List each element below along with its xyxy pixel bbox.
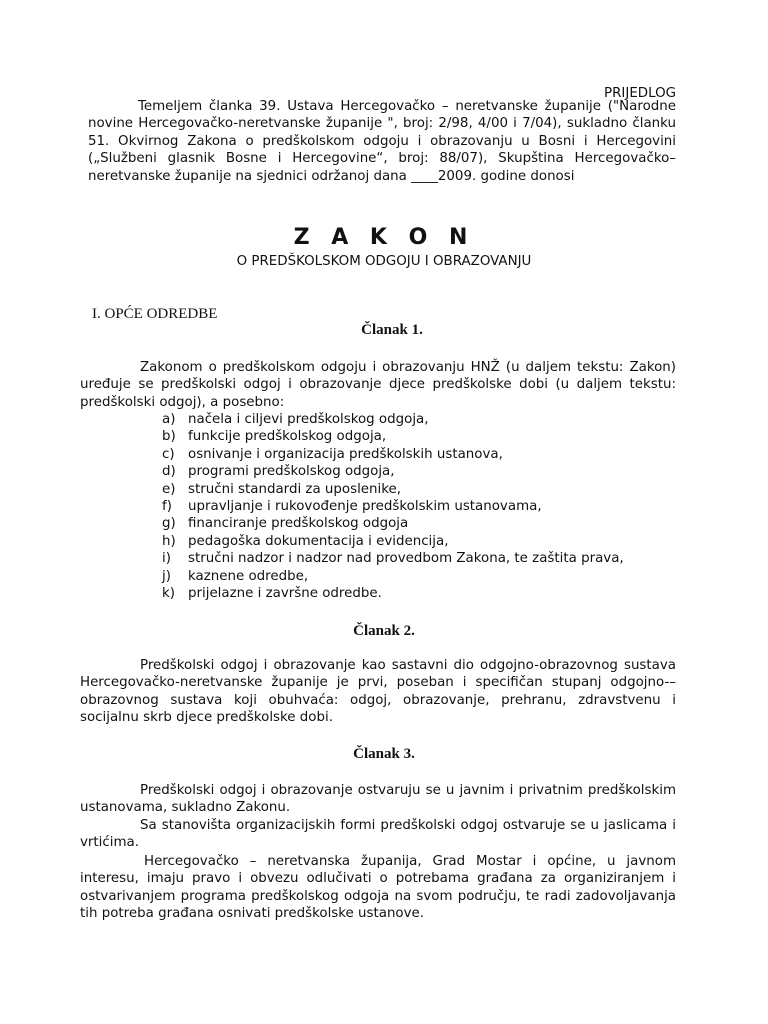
list-item: h) pedagoška dokumentacija i evidencija, xyxy=(162,533,449,549)
article-1-heading: Članak 1. xyxy=(361,322,423,338)
list-item: f) upravljanje i rukovođenje predškolskim ustanovama, xyxy=(162,499,542,515)
document-subtitle: O PREDŠKOLSKOM ODGOJU I OBRAZOVANJU xyxy=(236,254,532,269)
article-2-text: Predškolski odgoj i obrazovanje kao sastavni dio odgojno-obrazovnog sustava Hercegovačko-neretvanske županije je prvi, poseban i specifičan stupanj odgojno-–obrazovnog sustava koji obuhvaća: odgoj, obrazovanje, prehranu, zdravstvenu i socijalnu skrb djece predškolske dobi. xyxy=(80,658,676,726)
list-item: i) stručni nadzor i nadzor nad provedbom Zakona, te zaštita prava, xyxy=(162,551,624,567)
list-item: j) kaznene odredbe, xyxy=(162,568,309,584)
list-item: g) financiranje predškolskog odgoja xyxy=(162,516,409,532)
list-item: d) programi predškolskog odgoja, xyxy=(162,464,395,480)
list-item: c) osnivanje i organizacija predškolskih ustanova, xyxy=(162,446,503,462)
list-item: e) stručni standardi za uposlenike, xyxy=(162,481,402,497)
article-1-text: Zakonom o predškolskom odgoju i obrazovanju HNŽ (u daljem tekstu: Zakon) uređuje se predškolski odgoj i obrazovanje djece predškolske dobi (u daljem tekstu: predškolski odgoj), a posebno: xyxy=(80,360,676,410)
article-2-paragraph xyxy=(80,657,676,727)
article-1-list xyxy=(162,411,624,602)
list-item: k) prijelazne i završne odredbe. xyxy=(162,586,382,602)
article-2-heading: Članak 2. xyxy=(353,623,415,639)
article-3-paragraph-1: Predškolski odgoj i obrazovanje ostvaruju se u javnim i privatnim predškolskim ustanovama, sukladno Zakonu. xyxy=(80,783,676,816)
section-heading: I. OPĆE ODREDBE xyxy=(92,306,218,322)
proposal-label: PRIJEDLOG xyxy=(604,86,676,101)
article-3-paragraph-2: Sa stanovišta organizacijskih formi predškolski odgoj ostvaruje se u jaslicama i vrtićima. xyxy=(80,818,676,851)
list-item: a) načela i ciljevi predškolskog odgoja, xyxy=(162,412,429,427)
article-3-heading: Članak 3. xyxy=(353,746,415,762)
article-3-paragraph-3: Hercegovačko – neretvanska županija, Grad Mostar i općine, u javnom interesu, imaju pravo i obvezu odlučivati o potrebama građana za organiziranjem i ostvarivanjem programa predškolskog odgoja na svom području, te radi zadovoljavanja tih potreba građana osnivati predškolske ustanove. xyxy=(80,854,676,922)
article-1-paragraph xyxy=(80,359,676,411)
document-title: Z A K O N xyxy=(293,225,475,250)
preamble-text: Temeljem članka 39. Ustava Hercegovačko – neretvanske županije ("Narodne novine Hercegovačko-neretvanske županije ", broj: 2/98, 4/00 i 7/04), sukladno članku 51. Okvirnog Zakona o predškolskom odgoju i obrazovanju u Bosni i Hercegovini („Službeni glasnik Bosne i Hercegovine“, broj: 88/07), Skupština Hercegovačko–neretvanske županije na sjednici održanoj dana ____2009. godine donosi xyxy=(88,99,676,184)
preamble xyxy=(88,98,676,185)
list-item: b) funkcije predškolskog odgoja, xyxy=(162,429,387,445)
